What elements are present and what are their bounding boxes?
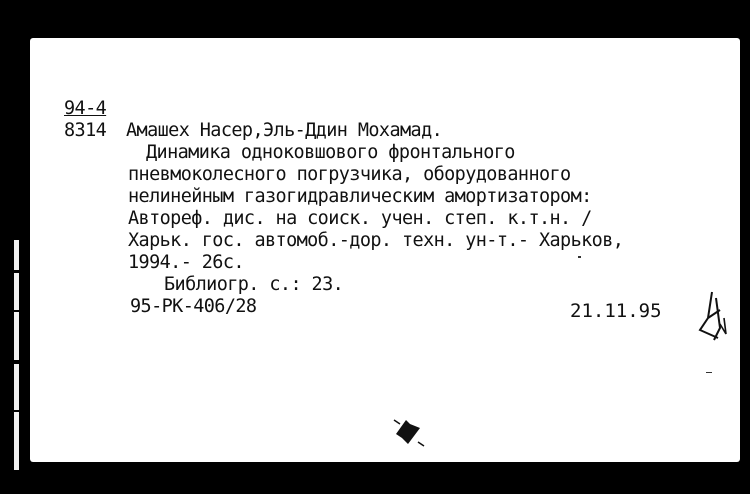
scan-edge-marks: [10, 240, 24, 470]
classification-code-top: 94-4: [64, 98, 107, 119]
title-line-3: нелинейным газогидравлическим амортизатором:: [128, 186, 592, 207]
title-line-2: пневмоколесного погрузчика, оборудованного: [128, 164, 571, 185]
date-stamp: 21.11.95: [570, 300, 662, 322]
record-number: 95-РК-406/28: [130, 296, 257, 317]
title-line-5: Харьк. гос. автомоб.-дор. техн. ун-т.- Харьков,: [128, 230, 624, 251]
catalog-card: [30, 38, 740, 462]
speck: [578, 256, 581, 258]
classification-code-bottom: 8314: [64, 120, 107, 141]
title-line-4: Автореф. дис. на соиск. учен. степ. к.т.н. /: [128, 208, 592, 229]
bibliography-note: Библиогр. с.: 23.: [164, 274, 344, 295]
author-line: Амашех Насер,Эль-Ддин Мохамад.: [126, 120, 443, 141]
stamp-mark: [392, 414, 426, 448]
title-line-6: 1994.- 26с.: [128, 252, 244, 273]
title-line-1: Динамика одноковшового фронтального: [146, 142, 515, 163]
speck: [706, 372, 712, 373]
signature-mark: [690, 288, 740, 348]
